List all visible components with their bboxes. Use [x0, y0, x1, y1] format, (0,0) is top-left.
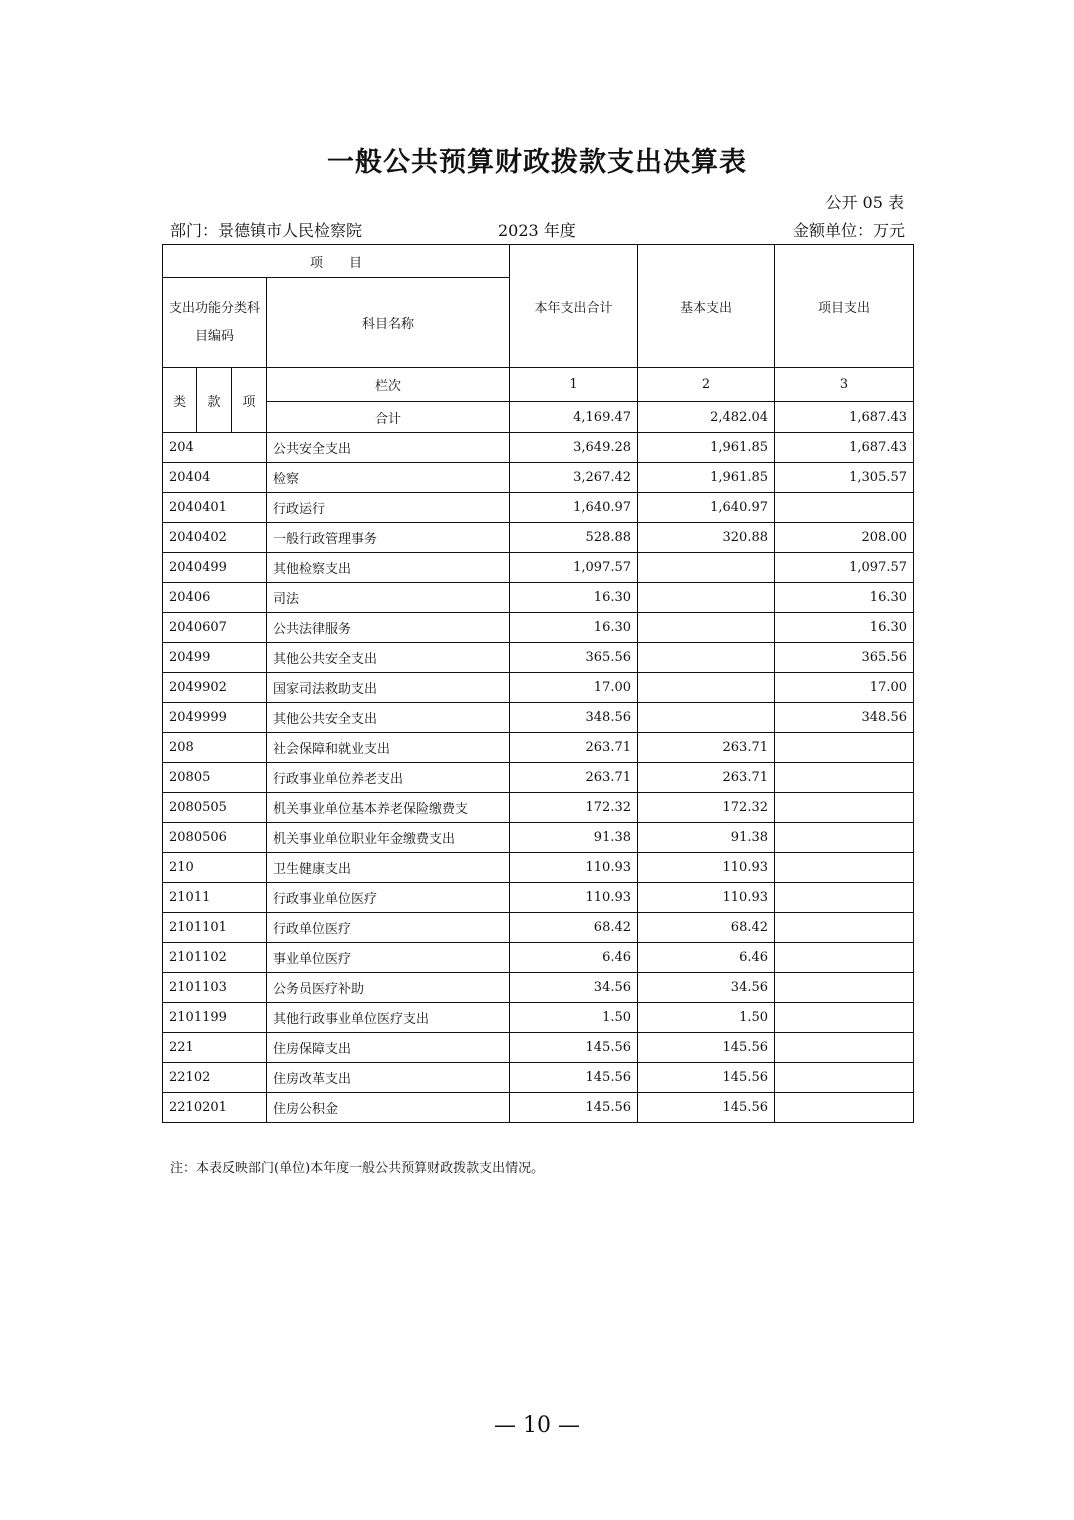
row-basic: 110.93 — [638, 883, 775, 913]
table-row — [163, 1033, 914, 1063]
row-name: 行政事业单位医疗 — [267, 883, 510, 913]
table-row — [163, 523, 914, 553]
row-total: 1,640.97 — [510, 493, 638, 523]
table-row — [163, 763, 914, 793]
row-basic: 68.42 — [638, 913, 775, 943]
row-name: 公务员医疗补助 — [267, 973, 510, 1003]
row-project — [775, 883, 914, 913]
row-code: 2101102 — [163, 943, 267, 973]
row-code: 208 — [163, 733, 267, 763]
header-name: 科目名称 — [267, 278, 510, 368]
row-name: 行政单位医疗 — [267, 913, 510, 943]
sum-project: 1,687.43 — [775, 402, 914, 433]
row-project: 1,305.57 — [775, 463, 914, 493]
row-code: 210 — [163, 853, 267, 883]
row-basic: 145.56 — [638, 1093, 775, 1123]
row-project — [775, 913, 914, 943]
row-code: 204 — [163, 433, 267, 463]
row-name: 公共安全支出 — [267, 433, 510, 463]
row-project — [775, 793, 914, 823]
row-code: 20499 — [163, 643, 267, 673]
row-basic: 6.46 — [638, 943, 775, 973]
header-code-group: 支出功能分类科目编码 — [163, 278, 267, 368]
row-total: 68.42 — [510, 913, 638, 943]
row-code: 22102 — [163, 1063, 267, 1093]
row-name: 住房保障支出 — [267, 1033, 510, 1063]
row-name: 卫生健康支出 — [267, 853, 510, 883]
row-project: 16.30 — [775, 583, 914, 613]
row-code: 21011 — [163, 883, 267, 913]
sum-basic: 2,482.04 — [638, 402, 775, 433]
row-total: 145.56 — [510, 1063, 638, 1093]
fiscal-year: 2023 年度 — [498, 221, 576, 240]
column-index-2: 2 — [638, 368, 775, 402]
row-total: 91.38 — [510, 823, 638, 853]
header-kuan: 款 — [197, 368, 232, 433]
row-code: 2080506 — [163, 823, 267, 853]
row-basic: 1.50 — [638, 1003, 775, 1033]
table-row — [163, 973, 914, 1003]
column-index-label: 栏次 — [267, 368, 510, 402]
row-code: 221 — [163, 1033, 267, 1063]
row-name: 行政运行 — [267, 493, 510, 523]
table-row — [163, 733, 914, 763]
row-project — [775, 823, 914, 853]
row-code: 20404 — [163, 463, 267, 493]
row-code: 2040499 — [163, 553, 267, 583]
table-row — [163, 943, 914, 973]
column-index-1: 1 — [510, 368, 638, 402]
row-basic — [638, 553, 775, 583]
row-project — [775, 973, 914, 1003]
table-row — [163, 913, 914, 943]
row-total: 16.30 — [510, 613, 638, 643]
row-total: 263.71 — [510, 733, 638, 763]
row-total: 3,649.28 — [510, 433, 638, 463]
row-basic — [638, 703, 775, 733]
table-row — [163, 463, 914, 493]
row-code: 2101103 — [163, 973, 267, 1003]
row-total: 365.56 — [510, 643, 638, 673]
expenditure-table — [162, 244, 914, 1123]
header-project: 项目支出 — [775, 245, 914, 368]
row-total: 1.50 — [510, 1003, 638, 1033]
sum-label: 合计 — [267, 402, 510, 433]
row-basic — [638, 673, 775, 703]
table-row — [163, 1093, 914, 1123]
table-row — [163, 793, 914, 823]
amount-unit: 金额单位：万元 — [792, 221, 905, 240]
row-total: 145.56 — [510, 1093, 638, 1123]
table-row — [163, 613, 914, 643]
row-project: 348.56 — [775, 703, 914, 733]
table-body — [163, 433, 914, 1123]
row-code: 2040607 — [163, 613, 267, 643]
department: 部门：景德镇市人民检察院 — [170, 221, 363, 240]
table-number: 公开 05 表 — [825, 193, 904, 212]
row-code: 2101101 — [163, 913, 267, 943]
table-row — [163, 883, 914, 913]
row-project — [775, 1063, 914, 1093]
table-row — [163, 703, 914, 733]
row-name: 其他检察支出 — [267, 553, 510, 583]
row-project: 1,687.43 — [775, 433, 914, 463]
row-basic: 1,961.85 — [638, 433, 775, 463]
row-basic: 263.71 — [638, 763, 775, 793]
row-total: 3,267.42 — [510, 463, 638, 493]
row-name: 行政事业单位养老支出 — [267, 763, 510, 793]
row-name: 社会保障和就业支出 — [267, 733, 510, 763]
row-total: 145.56 — [510, 1033, 638, 1063]
table-row — [163, 583, 914, 613]
row-code: 2049902 — [163, 673, 267, 703]
row-basic: 145.56 — [638, 1033, 775, 1063]
row-project: 1,097.57 — [775, 553, 914, 583]
row-basic: 263.71 — [638, 733, 775, 763]
table-row — [163, 1003, 914, 1033]
row-total: 348.56 — [510, 703, 638, 733]
table-row — [163, 1063, 914, 1093]
row-project: 16.30 — [775, 613, 914, 643]
row-project: 208.00 — [775, 523, 914, 553]
row-basic: 145.56 — [638, 1063, 775, 1093]
row-code: 2080505 — [163, 793, 267, 823]
row-total: 172.32 — [510, 793, 638, 823]
header-total: 本年支出合计 — [510, 245, 638, 368]
row-name: 其他公共安全支出 — [267, 643, 510, 673]
row-project — [775, 493, 914, 523]
row-name: 司法 — [267, 583, 510, 613]
table-row — [163, 493, 914, 523]
header-xiang: 项 — [232, 368, 267, 433]
row-code: 2101199 — [163, 1003, 267, 1033]
sum-total: 4,169.47 — [510, 402, 638, 433]
page-number: — 10 — — [494, 1413, 580, 1438]
header-basic: 基本支出 — [638, 245, 775, 368]
row-basic — [638, 613, 775, 643]
row-basic: 1,640.97 — [638, 493, 775, 523]
row-basic: 1,961.85 — [638, 463, 775, 493]
row-project — [775, 1033, 914, 1063]
row-project — [775, 733, 914, 763]
row-project — [775, 853, 914, 883]
row-name: 其他公共安全支出 — [267, 703, 510, 733]
column-index-3: 3 — [775, 368, 914, 402]
table-note: 注：本表反映部门(单位)本年度一般公共预算财政拨款支出情况。 — [170, 1161, 545, 1176]
row-basic: 172.32 — [638, 793, 775, 823]
row-project — [775, 1003, 914, 1033]
row-basic: 110.93 — [638, 853, 775, 883]
row-basic: 34.56 — [638, 973, 775, 1003]
row-project — [775, 1093, 914, 1123]
row-name: 机关事业单位基本养老保险缴费支 — [267, 793, 510, 823]
row-basic: 91.38 — [638, 823, 775, 853]
row-code: 2040401 — [163, 493, 267, 523]
row-name: 住房改革支出 — [267, 1063, 510, 1093]
row-project: 17.00 — [775, 673, 914, 703]
row-basic: 320.88 — [638, 523, 775, 553]
row-name: 一般行政管理事务 — [267, 523, 510, 553]
row-total: 6.46 — [510, 943, 638, 973]
row-code: 2210201 — [163, 1093, 267, 1123]
row-name: 国家司法救助支出 — [267, 673, 510, 703]
table-row — [163, 433, 914, 463]
row-name: 其他行政事业单位医疗支出 — [267, 1003, 510, 1033]
row-name: 公共法律服务 — [267, 613, 510, 643]
row-project — [775, 763, 914, 793]
row-name: 机关事业单位职业年金缴费支出 — [267, 823, 510, 853]
row-total: 263.71 — [510, 763, 638, 793]
row-name: 住房公积金 — [267, 1093, 510, 1123]
table-row — [163, 823, 914, 853]
table-row — [163, 553, 914, 583]
row-total: 16.30 — [510, 583, 638, 613]
row-total: 17.00 — [510, 673, 638, 703]
row-total: 110.93 — [510, 853, 638, 883]
row-total: 528.88 — [510, 523, 638, 553]
row-code: 20406 — [163, 583, 267, 613]
row-project — [775, 943, 914, 973]
row-total: 34.56 — [510, 973, 638, 1003]
page-title: 一般公共预算财政拨款支出决算表 — [327, 147, 747, 178]
row-code: 2049999 — [163, 703, 267, 733]
table-row — [163, 643, 914, 673]
header-lei: 类 — [163, 368, 197, 433]
row-total: 1,097.57 — [510, 553, 638, 583]
table-row — [163, 673, 914, 703]
row-name: 检察 — [267, 463, 510, 493]
row-code: 20805 — [163, 763, 267, 793]
row-basic — [638, 643, 775, 673]
row-code: 2040402 — [163, 523, 267, 553]
row-project: 365.56 — [775, 643, 914, 673]
table-row — [163, 853, 914, 883]
header-item: 项 目 — [163, 245, 510, 278]
row-basic — [638, 583, 775, 613]
row-name: 事业单位医疗 — [267, 943, 510, 973]
row-total: 110.93 — [510, 883, 638, 913]
